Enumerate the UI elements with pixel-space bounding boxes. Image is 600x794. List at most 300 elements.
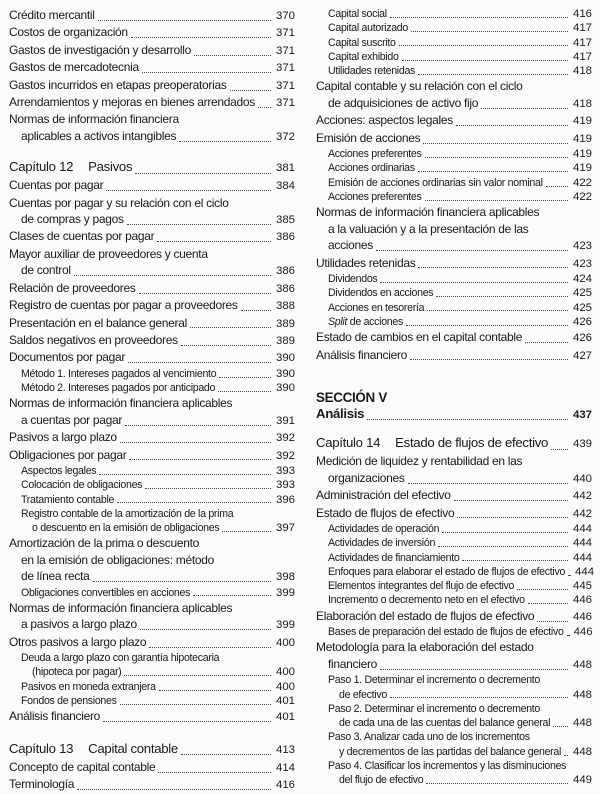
entry-text: Emisión de acciones — [316, 130, 421, 145]
toc-entry-line — [316, 36, 592, 50]
entry-text: Mayor auxiliar de proveedores y cuenta — [9, 246, 208, 261]
toc-entry-line — [316, 702, 592, 716]
toc-entry-line — [9, 680, 295, 694]
dot-leader — [427, 310, 568, 311]
chapter-entry — [9, 739, 295, 759]
toc-entry-line — [9, 429, 295, 446]
dot-leader — [74, 275, 271, 276]
page-number: 442 — [572, 490, 592, 503]
dot-leader — [179, 141, 271, 142]
entry-text: Gastos incurridos en etapas preoperatorias — [9, 77, 227, 92]
entry-text: Presentación en el balance general — [9, 315, 187, 330]
toc-entry-line — [9, 412, 295, 429]
entry-text: Administración del efectivo — [316, 488, 451, 503]
dot-leader — [125, 425, 271, 426]
toc-entry-line — [316, 21, 592, 35]
section-header — [316, 387, 592, 406]
dot-leader — [159, 690, 271, 691]
dot-leader — [406, 325, 568, 326]
toc-entry-line — [316, 190, 592, 204]
page-number: 419 — [572, 162, 592, 175]
entry-text: Actividades de inversión — [328, 537, 436, 550]
entry-text: de control — [21, 263, 71, 278]
toc-entry-line — [9, 651, 295, 665]
page-number: 424 — [572, 272, 592, 285]
spacer — [316, 364, 592, 387]
toc-entry-line — [316, 78, 592, 94]
toc-entry-line — [9, 315, 295, 332]
dot-leader — [140, 629, 271, 630]
entry-text: Crédito mercantil — [9, 8, 95, 22]
entry-text: Acciones preferentes — [328, 191, 422, 203]
entry-text: Elementos integrantes del flujo de efectivo — [328, 580, 515, 593]
entry-text: Cuentas por pagar y su relación con el ciclo — [9, 195, 229, 210]
page-number: 444 — [572, 537, 592, 550]
dot-leader — [128, 362, 271, 363]
dot-leader — [218, 391, 271, 392]
dot-leader — [127, 224, 271, 225]
page-number: 446 — [572, 594, 592, 607]
page-number: 414 — [275, 761, 295, 774]
dot-leader — [241, 310, 271, 311]
toc-entry-line — [316, 453, 592, 469]
entry-text: Incremento o decremento neto en el efectivo — [328, 594, 525, 607]
entry-text: Saldos negativos en proveedores — [9, 332, 178, 347]
dot-leader — [93, 581, 271, 582]
page-number: 371 — [275, 97, 295, 110]
page-number: 371 — [275, 44, 295, 57]
entry-text: Estado de flujos de efectivo — [316, 505, 455, 520]
dot-leader — [222, 531, 271, 532]
entry-text: Actividades de operación — [328, 522, 440, 535]
dot-leader — [120, 704, 271, 705]
entry-text: de adquisiciones de activo fijo — [328, 95, 479, 110]
page-number: 397 — [275, 522, 295, 535]
dot-leader — [454, 500, 568, 501]
entry-text: Pasivos en moneda extranjera — [21, 680, 156, 693]
toc-entry-line — [316, 470, 592, 487]
page-number: 417 — [572, 50, 592, 63]
toc-entry-line — [316, 487, 592, 504]
toc-entry-line — [316, 656, 592, 673]
toc-column-right — [316, 7, 595, 794]
toc-entry-line — [9, 395, 295, 411]
entry-text: Estado de cambios en el capital contable — [316, 330, 523, 345]
toc-entry-line — [316, 112, 592, 129]
page-number: 417 — [572, 22, 592, 35]
dot-leader — [546, 186, 568, 187]
entry-text-italic: Split — [328, 315, 348, 328]
page-number: 425 — [572, 287, 592, 300]
dot-leader — [139, 293, 271, 294]
entry-text: del flujo de efectivo — [339, 774, 424, 787]
dot-leader — [567, 635, 569, 636]
entry-text: Obligaciones por pagar — [9, 447, 127, 462]
toc-entry-line — [9, 552, 295, 568]
toc-entry-line — [9, 177, 295, 194]
dot-leader — [376, 250, 568, 251]
toc-entry-line — [9, 507, 295, 521]
entry-text: a pasivos a largo plazo — [21, 617, 137, 632]
toc-entry-line — [316, 204, 592, 220]
entry-text: Gastos de mercadotecnia — [9, 60, 139, 75]
dot-leader — [425, 200, 568, 201]
page-number: 388 — [275, 300, 295, 313]
page-number: 372 — [275, 130, 295, 143]
toc-entry-line — [9, 568, 295, 585]
page-number: 419 — [572, 132, 592, 145]
toc-entry-line — [9, 128, 295, 145]
chapter-entry — [316, 433, 592, 453]
entry-text: a la valuación y a la presentación de las — [328, 221, 529, 236]
entry-text: financiero — [328, 656, 378, 671]
page-number: 425 — [572, 301, 592, 314]
spacer — [9, 145, 295, 157]
entry-text: Acciones ordinarias — [328, 162, 415, 175]
entry-text: Elaboración del estado de flujos de efectivo — [316, 608, 535, 623]
entry-text: Capital exhibido — [328, 50, 399, 63]
entry-text: Relación de proveedores — [9, 280, 136, 295]
toc-entry-line — [316, 759, 592, 773]
page-number: 400 — [275, 666, 295, 679]
toc-entry-line — [316, 505, 592, 522]
dot-leader — [408, 483, 568, 484]
toc-entry-line — [9, 59, 295, 76]
dot-leader — [425, 157, 568, 158]
toc-entry-line — [316, 272, 592, 286]
entry-text: Obligaciones convertibles en acciones — [21, 586, 191, 599]
toc-entry-line — [316, 551, 592, 565]
page-number: 390 — [275, 382, 295, 395]
toc-entry-line — [316, 64, 592, 78]
dot-leader — [568, 575, 570, 576]
toc-entry-line — [9, 634, 295, 651]
toc-entry-line — [9, 24, 295, 41]
dot-leader — [145, 488, 271, 489]
toc-entry-line — [316, 745, 592, 759]
entry-text: Cuentas por pagar — [9, 178, 104, 193]
toc-entry-line — [9, 600, 295, 616]
entry-text: Fondos de pensiones — [21, 695, 117, 708]
dot-leader — [181, 754, 271, 755]
page-number: 426 — [572, 315, 592, 328]
dot-leader — [367, 419, 568, 420]
chapter-title: Capital contable — [88, 740, 178, 756]
page-number: 401 — [275, 695, 295, 708]
entry-text: de efectivo — [339, 688, 387, 701]
toc-entry-line — [9, 616, 295, 633]
page-number: 419 — [572, 148, 592, 161]
toc-entry-line — [9, 694, 295, 708]
entry-text: de cada una de las cuentas del balance general — [339, 717, 551, 730]
dot-leader — [411, 31, 568, 32]
chapter-entry — [9, 157, 295, 177]
page-number: 426 — [572, 332, 592, 345]
dot-leader — [135, 173, 271, 174]
page-number: 444 — [572, 522, 592, 535]
entry-text: de compras y pagos — [21, 212, 124, 227]
toc-entry-line — [9, 665, 295, 679]
toc-entry-line — [9, 708, 295, 725]
toc-entry-line — [9, 586, 295, 600]
entry-text: Capital autorizado — [328, 22, 408, 35]
page-number: 419 — [572, 115, 592, 128]
entry-text: Utilidades retenidas — [316, 255, 416, 270]
entry-text: Análisis — [316, 405, 365, 421]
toc-entry-line — [9, 381, 295, 395]
dot-leader — [190, 327, 271, 328]
dot-leader — [230, 90, 271, 91]
page-number: 442 — [572, 507, 592, 520]
toc-entry-line — [9, 776, 295, 793]
toc-entry-line — [316, 95, 592, 112]
chapter-title: Pasivos — [88, 159, 133, 175]
page-number: 446 — [572, 610, 592, 623]
dot-leader — [551, 449, 568, 450]
entry-text: Registro contable de la amortización de la prima — [21, 507, 234, 520]
page-number: 399 — [275, 619, 295, 632]
dot-leader — [149, 647, 271, 648]
page-number: 384 — [275, 180, 295, 193]
page-number: 396 — [275, 493, 295, 506]
dot-leader — [423, 143, 568, 144]
toc-entry-line — [9, 349, 295, 366]
page-number: 437 — [572, 408, 592, 421]
toc-entry-line — [9, 246, 295, 262]
dot-leader — [525, 342, 568, 343]
page-number: 389 — [275, 334, 295, 347]
entry-text: Normas de información financiera — [9, 112, 179, 127]
entry-text: Capital contable y su relación con el ciclo — [316, 79, 523, 94]
entry-text: Registro de cuentas por pagar a proveedores — [9, 298, 238, 313]
entry-text: Acciones: aspectos legales — [316, 113, 453, 128]
entry-text: Método 1. Intereses pagados al vencimiento — [21, 367, 217, 380]
page-number: 444 — [572, 551, 592, 564]
entry-text: Clases de cuentas por pagar — [9, 229, 155, 244]
toc-entry-line — [9, 7, 295, 24]
page-number: 423 — [572, 257, 592, 270]
dot-leader — [99, 474, 271, 475]
entry-text: Normas de información financiera aplicables — [316, 205, 540, 220]
entry-text: Análisis financiero — [316, 347, 408, 362]
page-number: 423 — [572, 240, 592, 253]
entry-text: Paso 2. Determinar el incremento o decremento — [328, 702, 541, 715]
page-number: 439 — [572, 438, 592, 451]
toc-entry-line — [316, 773, 592, 787]
page-number: 401 — [275, 711, 295, 724]
toc-entry-line — [316, 579, 592, 593]
entry-text: aplicables a activos intangibles — [21, 128, 177, 143]
toc-entry-line — [316, 329, 592, 346]
page-number: 393 — [275, 464, 295, 477]
toc-entry-line — [316, 50, 592, 64]
toc-entry-line — [9, 464, 295, 478]
dot-leader — [77, 789, 271, 790]
page-number: 422 — [572, 176, 592, 189]
dot-leader — [410, 359, 568, 360]
dot-leader — [399, 45, 568, 46]
entry-text: Amortización de la prima o descuento — [9, 536, 199, 551]
dot-leader — [418, 267, 568, 268]
entry-text: a cuentas por pagar — [21, 412, 123, 427]
dot-leader — [120, 442, 271, 443]
dot-leader — [426, 783, 568, 784]
dot-leader — [418, 171, 568, 172]
entry-text: Tratamiento contable — [21, 493, 115, 506]
entry-text: Metodología para la elaboración del estado — [316, 640, 534, 655]
toc-entry-line — [9, 262, 295, 279]
page-number: 393 — [275, 479, 295, 492]
entry-text: Medición de liquidez y rentabilidad en las — [316, 454, 523, 469]
page-number: 390 — [275, 352, 295, 365]
dot-leader — [181, 345, 271, 346]
entry-text: Actividades de financiamiento — [328, 551, 460, 564]
toc-entry-line — [316, 176, 592, 190]
toc-entry-line — [9, 297, 295, 314]
page-number: 416 — [572, 8, 592, 20]
page-number: 445 — [572, 580, 592, 593]
entry-text: Acciones en tesorería — [328, 301, 425, 314]
toc-entry-line — [316, 315, 592, 329]
entry-text: Arrendamientos y mejoras en bienes arrendados — [9, 95, 255, 110]
page-number: 371 — [275, 62, 295, 75]
dot-leader — [193, 595, 271, 596]
entry-text: Paso 1. Determinar el incremento o decremento — [328, 674, 541, 687]
page-number: 398 — [275, 571, 295, 584]
page-number: 448 — [572, 745, 592, 758]
dot-leader — [131, 37, 271, 38]
toc-entry-line — [316, 565, 595, 579]
toc-entry-line — [9, 195, 295, 211]
dot-leader — [157, 241, 271, 242]
toc-entry-line — [316, 7, 592, 21]
page-number: 446 — [573, 626, 593, 639]
dot-leader — [418, 74, 568, 75]
dot-leader — [258, 107, 271, 108]
toc-entry-line — [316, 286, 592, 300]
toc-entry-line — [9, 493, 295, 507]
page-number: 440 — [572, 472, 592, 485]
dot-leader — [158, 772, 271, 773]
entry-text: Costos de organización — [9, 25, 128, 40]
entry-text: Pasivos a largo plazo — [9, 430, 117, 445]
entry-text: Paso 4. Clasificar los incrementos y las disminuciones — [328, 760, 567, 773]
page-number: 386 — [275, 265, 295, 278]
entry-text: Deuda a largo plazo con garantía hipotecaria — [21, 652, 220, 665]
toc-entry-line — [316, 536, 592, 550]
toc-entry-line — [9, 77, 295, 94]
entry-text: en la emisión de obligaciones: método — [21, 552, 215, 567]
toc-entry-line — [9, 94, 295, 111]
dot-leader — [537, 621, 568, 622]
toc-entry-line — [316, 161, 592, 175]
entry-text: Gastos de investigación y desarrollo — [9, 42, 191, 57]
toc-entry-line — [316, 639, 592, 655]
dot-leader — [553, 726, 568, 727]
entry-text: Capital social — [328, 8, 387, 20]
dot-leader — [106, 190, 271, 191]
dot-leader — [457, 517, 568, 518]
toc-entry-line — [316, 593, 592, 607]
toc-entry-line — [9, 280, 295, 297]
entry-text: Normas de información financiera aplicables — [9, 396, 233, 411]
entry-text: acciones — [328, 238, 373, 253]
entry-text: Capital suscrito — [328, 36, 396, 49]
dot-leader — [436, 296, 568, 297]
toc-entry-line — [316, 716, 592, 730]
toc-entry-line — [316, 221, 592, 237]
spacer — [316, 423, 592, 433]
dot-leader — [564, 755, 568, 756]
chapter-label: Capítulo 14 — [316, 435, 381, 451]
entry-text: Normas de información financiera aplicables — [9, 600, 233, 615]
entry-text: de acciones — [347, 315, 403, 328]
chapter-label: Capítulo 12 — [9, 159, 74, 175]
entry-text: Concepto de capital contable — [9, 759, 156, 774]
page-number: 386 — [275, 282, 295, 295]
page-number: 371 — [275, 79, 295, 92]
dot-leader — [103, 721, 271, 722]
dot-leader — [98, 20, 271, 21]
page-number: 413 — [275, 743, 295, 756]
page-number: 390 — [275, 367, 295, 380]
dot-leader — [517, 589, 568, 590]
entry-text: Bases de preparación del estado de flujos de efectivo — [328, 626, 564, 639]
toc-entry-line — [316, 522, 592, 536]
page-number: 391 — [275, 414, 295, 427]
dot-leader — [462, 560, 568, 561]
dot-leader — [380, 669, 568, 670]
entry-text: organizaciones — [328, 470, 405, 485]
entry-text: y decrementos de las partidas del balance general — [339, 745, 562, 758]
toc-entry-line — [316, 688, 592, 702]
dot-leader — [380, 282, 568, 283]
entry-text: Paso 3. Analizar cada uno de los incrementos — [328, 731, 530, 744]
page-number: 385 — [275, 214, 295, 227]
toc-entry-line — [316, 237, 592, 254]
entry-text: Método 2. Intereses pagados por anticipado — [21, 382, 216, 395]
entry-text: Acciones preferentes — [328, 148, 422, 161]
entry-text: Terminología — [9, 777, 75, 792]
toc-entry-line — [9, 478, 295, 492]
dot-leader — [124, 675, 271, 676]
page-number: 400 — [275, 680, 295, 693]
toc-entry-line — [9, 447, 295, 464]
entry-text: Análisis financiero — [9, 709, 101, 724]
entry-text: de línea recta — [21, 569, 90, 584]
toc-entry-line — [316, 130, 592, 147]
page-number: 444 — [575, 565, 595, 578]
toc-entry-line — [316, 673, 592, 687]
toc-entry-line — [9, 111, 295, 127]
toc-entry-line — [9, 228, 295, 245]
page-number: 370 — [275, 10, 295, 22]
page-number: 448 — [572, 688, 592, 701]
entry-text: Dividendos — [328, 272, 378, 285]
spacer — [9, 726, 295, 739]
entry-text: Enfoques para elaborar el estado de flujos de efectivo — [328, 565, 566, 578]
entry-text: Otros pasivos a largo plazo — [9, 634, 147, 649]
toc-entry-line — [9, 367, 295, 381]
page-number: 422 — [572, 191, 592, 203]
page-number: 371 — [275, 27, 295, 40]
toc-entry-line — [316, 147, 592, 161]
entry-text: Utilidades retenidas — [328, 65, 416, 78]
dot-leader — [142, 72, 271, 73]
dot-leader — [390, 697, 568, 698]
entry-text: Documentos por pagar — [9, 350, 126, 365]
dot-leader — [528, 603, 568, 604]
